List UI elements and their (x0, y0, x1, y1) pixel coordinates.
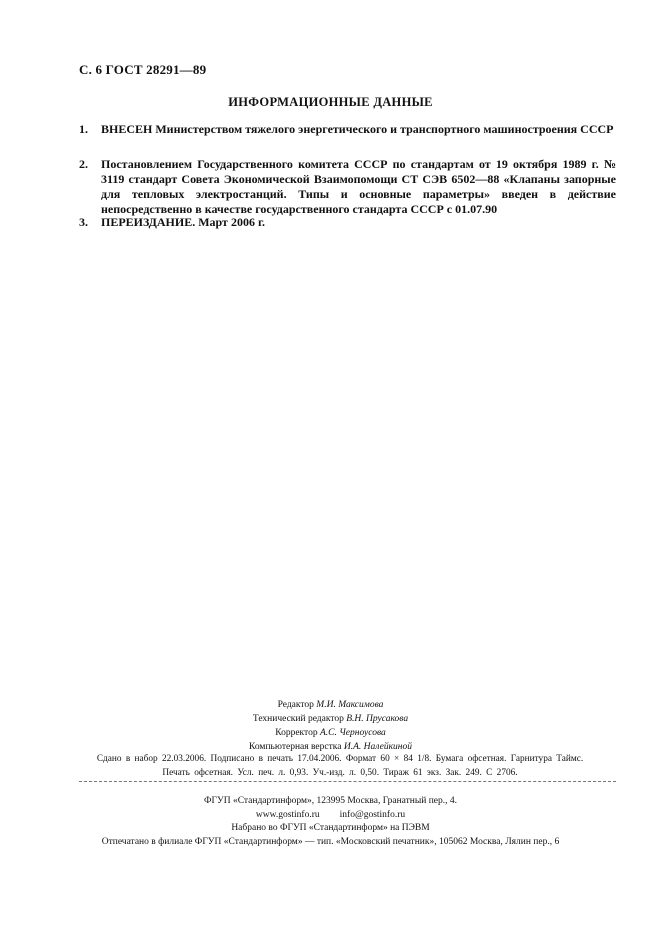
website-link[interactable]: www.gostinfo.ru (255, 809, 320, 820)
publisher-block (0, 795, 661, 849)
credits-block (0, 698, 661, 754)
item-number: 3. (79, 215, 88, 229)
imprint-block (60, 752, 620, 780)
credit-role: Технический редактор (252, 714, 344, 724)
item-text: Постановлением Государственного комитета СССР по стандартам от 19 октября 1989 г. № 3119 стандарт Совета Экономической Взаимопомощи СТ СЭВ 6502—88 «Клапаны запорные для тепловых электростанций. Типы и основные параметры» введен в действие непосредственно в качестве государственного стандарта СССР с 01.07.90 (101, 157, 616, 216)
publisher-contacts (0, 809, 661, 823)
imprint-line: Печать офсетная. Усл. печ. л. 0,93. Уч.-изд. л. 0,50. Тираж 61 экз. Зак. 249. С 2706. (162, 768, 518, 778)
credit-line (0, 726, 661, 740)
info-item (79, 215, 616, 230)
divider-line (79, 781, 616, 782)
item-text: ВНЕСЕН Министерством тяжелого энергетического и транспортного машиностроения СССР (101, 122, 614, 136)
item-number: 1. (79, 122, 88, 136)
running-head: С. 6 ГОСТ 28291—89 (79, 62, 207, 77)
credit-role: Корректор (275, 728, 318, 738)
credit-role: Редактор (277, 700, 314, 710)
typeset-note: Набрано во ФГУП «Стандартинформ» на ПЭВМ (231, 823, 430, 833)
publisher-address: ФГУП «Стандартинформ», 123995 Москва, Гранатный пер., 4. (203, 796, 458, 806)
info-item (79, 122, 616, 137)
section-title: ИНФОРМАЦИОННЫЕ ДАННЫЕ (228, 95, 433, 109)
info-item (79, 157, 616, 217)
printed-note: Отпечатано в филиале ФГУП «Стандартинформ» — тип. «Московский печатник», 105062 Москва, Лялин пер., 6 (101, 836, 560, 847)
credit-line (0, 698, 661, 712)
item-text: ПЕРЕИЗДАНИЕ. Март 2006 г. (101, 215, 266, 229)
credit-role: Компьютерная верстка (249, 742, 342, 752)
credit-name: И.А. Налейкиной (343, 742, 412, 752)
item-number: 2. (79, 157, 88, 171)
credit-line (0, 712, 661, 726)
credit-name: В.Н. Прусакова (346, 714, 409, 724)
imprint-line: Сдано в набор 22.03.2006. Подписано в печать 17.04.2006. Формат 60 × 84 1/8. Бумага офсетная. Гарнитура Таймс. (96, 754, 584, 764)
credit-name: М.И. Максимова (316, 700, 384, 710)
email-link[interactable]: info@gostinfo.ru (339, 809, 406, 820)
credit-name: А.С. Черноусова (319, 728, 386, 738)
